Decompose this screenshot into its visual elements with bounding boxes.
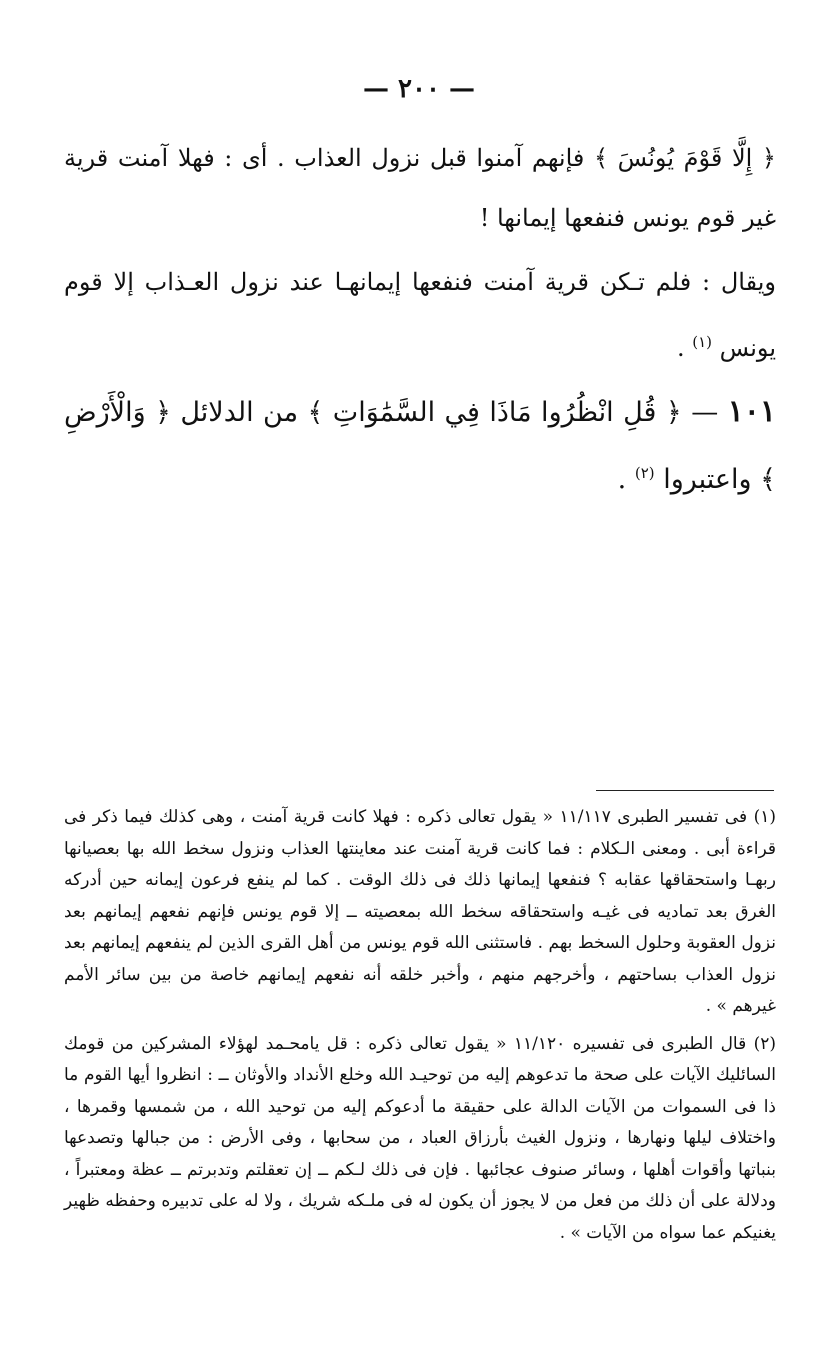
verse-text: ﴿ قُلِ انْظُرُوا مَاذَا فِي السَّمَٰوَاتِ ﴾ من الدلائل ﴿ وَالْأَرْضِ ﴾ واعتبروا — [64, 397, 776, 495]
verse-number: ١٠١ — [727, 394, 776, 429]
footnote-2: (٢) قال الطبرى فى تفسيره ١١/١٢٠ « يقول تعالى ذكره : قل يامحـمد لهؤلاء المشركين من قومك السائليك الآيات على صحة ما تدعوهم إليه من توحيـد الله وخلع الأنداد والأوثان ــ : انظروا أيها القوم ما ذا فى السموات من الآيات الدالة على حقيقة ما أدعوكم إليه من توحيد الله ، من شمسها وقمرها ، واختلاف ليلها ونهارها ، ونزول الغيث بأرزاق العباد ، من سحابها ، وفى الأرض : من جبالها وتصدعها بنباتها وأقوات أهلها ، وسائر صنوف عجائبها . فإن فى ذلك لـكم ــ إن تعقلتم وتدبرتم ــ عظة ومعتبراً ، ودلالة على أن ذلك من فعل من لا يجوز أن يكون له فى ملـكه شريك ، ولا له على تدبيره وحفظه ظهير يغنيكم عما سواه من الآيات » . — [64, 1033, 776, 1243]
footnote-1: (١) فى تفسير الطبرى ١١/١١٧ « يقول تعالى ذكره : فهلا كانت قرية آمنت ، وهى كذلك فيما ذكر فى قراءة أبى . ومعنى الـكلام : فما كانت قرية آمنت عند معاينتها العذاب ونزول سخط الله بها بعصيانها ربهـا واستحقاقها عقابه ؟ فنفعها إيمانها ذلك فى ذلك الوقت . كما لم ينفع فرعون إيمانه حين أدركه الغرق بعد تماديه فى غيـه واستحقاقه سخط الله بمعصيته ــ إلا قوم يونس فإنهم نفعهم إيمانهم بعد نزول العقوبة وحلول السخط بهم . فاستثنى الله قوم يونس من أهل القرى الذين لم ينفعهم إيمانهم بعد نزول العذاب بساحتهم ، وأخرجهم منهم ، وأخبر خلقه أنه نفعهم إيمانهم خاصة من بين سائر الأمم غيرهم » . — [64, 807, 777, 1016]
paragraph-1: ﴿ إِلَّا قَوْمَ يُونُسَ ﴾ فإنهم آمنوا قبل نزول العذاب . أى : فهلا آمنت قرية غير قوم يونس فنفعها إيمانها ! — [64, 144, 776, 232]
verse-end: . — [617, 464, 635, 495]
paragraph-2-text: ويقال : فلم تـكن قرية آمنت فنفعها إيمانهـا عند نزول العـذاب إلا قوم يونس — [64, 268, 776, 362]
footnote-ref-2: (٢) — [634, 464, 655, 482]
verse-dash: — — [681, 397, 728, 428]
main-text — [64, 128, 776, 510]
footnote-divider — [596, 790, 774, 791]
footnote-ref-1: (١) — [692, 333, 712, 351]
paragraph-2 — [64, 252, 776, 378]
page-number: — ٢٠٠ — — [362, 74, 476, 104]
footnotes — [64, 802, 776, 1255]
verse-paragraph — [64, 382, 776, 510]
paragraph-2-end: . — [676, 334, 693, 362]
